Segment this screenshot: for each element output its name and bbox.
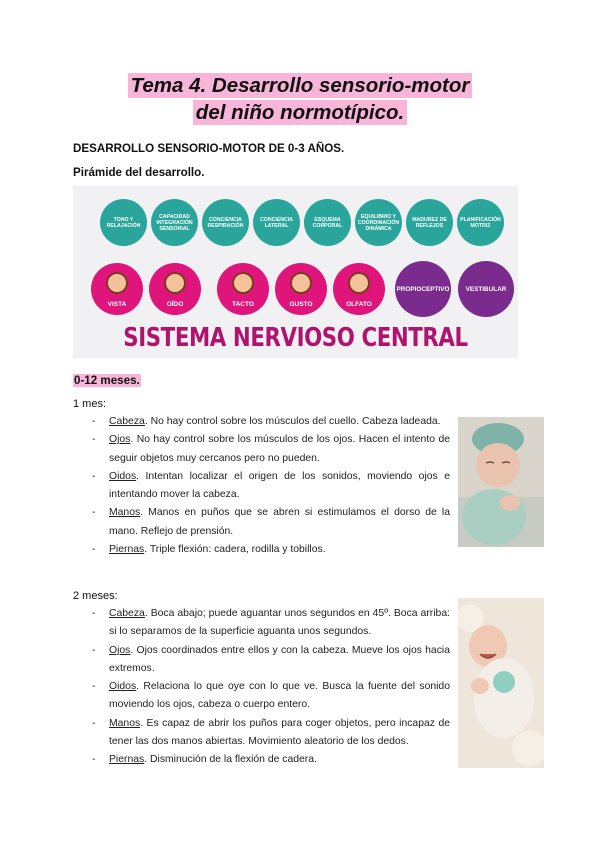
list-item: - Piernas. Disminución de la flexión de cadera.: [92, 751, 450, 769]
sense-vista: VISTA: [91, 263, 143, 315]
list-item: - Piernas. Triple flexión: cadera, rodilla y tobillos.: [92, 541, 450, 559]
development-pyramid: [73, 186, 518, 358]
baby-photo-2: [458, 598, 544, 768]
title-line-1: Tema 4. Desarrollo sensorio-motor: [128, 73, 473, 98]
section-heading: DESARROLLO SENSORIO-MOTOR DE 0-3 AÑOS.: [73, 142, 345, 155]
subheading: Pirámide del desarrollo.: [73, 166, 205, 179]
badge-planificacion: PLANIFICACIÓN MOTRIZ: [457, 199, 504, 246]
list-item: - Oidos. Intentan localizar el origen de los sonidos, moviendo ojos e intentando mover la cabeza.: [92, 468, 450, 505]
month1-label: 1 mes:: [73, 398, 107, 410]
child-face-icon: [232, 272, 254, 294]
baby-1-month-image: [458, 417, 544, 547]
month2-list: [92, 605, 450, 770]
base-label: SISTEMA NERVIOSO CENTRAL: [123, 323, 468, 353]
baby-2-months-image: [458, 598, 544, 768]
badge-vestibular: VESTIBULAR: [458, 261, 514, 317]
title-line-2: del niño normotípico.: [193, 100, 407, 125]
badge-tono: TONO Y RELAJACIÓN: [100, 199, 147, 246]
badge-lateral: CONCIENCIA LATERAL: [253, 199, 300, 246]
list-item: - Ojos. Ojos coordinados entre ellos y con la cabeza. Mueve los ojos hacia extremos.: [92, 642, 450, 679]
sense-oido: OÍDO: [149, 263, 201, 315]
list-item: - Manos. Es capaz de abrir los puños para coger objetos, pero incapaz de tener las dos manos abiertas. Movimiento aleatorio de los dedos.: [92, 715, 450, 752]
list-item: - Cabeza. Boca abajo; puede aguantar unos segundos en 45º. Boca arriba: si lo separamos de la superficie aguanta unos segundos.: [92, 605, 450, 642]
badge-equilibrio: EQUILIBRIO Y COORDINACIÓN DINÁMICA: [355, 199, 402, 246]
badge-integracion: CAPACIDAD INTEGRACIÓN SENSORIAL: [151, 199, 198, 246]
child-face-icon: [164, 272, 186, 294]
list-item: - Cabeza. No hay control sobre los músculos del cuello. Cabeza ladeada.: [92, 413, 450, 431]
page-title-2: [0, 100, 600, 125]
month2-label: 2 meses:: [73, 590, 118, 602]
baby-photo-1: [458, 417, 544, 547]
child-face-icon: [106, 272, 128, 294]
badge-reflejos: MADUREZ DE REFLEJOS: [406, 199, 453, 246]
sense-olfato: OLFATO: [333, 263, 385, 315]
month1-list: [92, 413, 450, 559]
sense-gusto: GUSTO: [275, 263, 327, 315]
badge-esquema: ESQUEMA CORPORAL: [304, 199, 351, 246]
badge-respiracion: CONCIENCIA RESPIRACIÓN: [202, 199, 249, 246]
page-title: [0, 73, 600, 98]
child-face-icon: [348, 272, 370, 294]
age-range-heading: 0-12 meses.: [74, 374, 140, 387]
list-item: - Ojos. No hay control sobre los músculos de los ojos. Hacen el intento de seguir objetos muy cercanos pero no pueden.: [92, 431, 450, 468]
badge-propioceptivo: PROPIOCEPTIVO: [395, 261, 451, 317]
child-face-icon: [290, 272, 312, 294]
sense-tacto: TACTO: [217, 263, 269, 315]
list-item: - Manos. Manos en puños que se abren si estimulamos el dorso de la mano. Reflejo de prensión.: [92, 504, 450, 541]
list-item: - Oidos. Relaciona lo que oye con lo que ve. Busca la fuente del sonido moviendo los ojos, cabeza o cuerpo entero.: [92, 678, 450, 715]
